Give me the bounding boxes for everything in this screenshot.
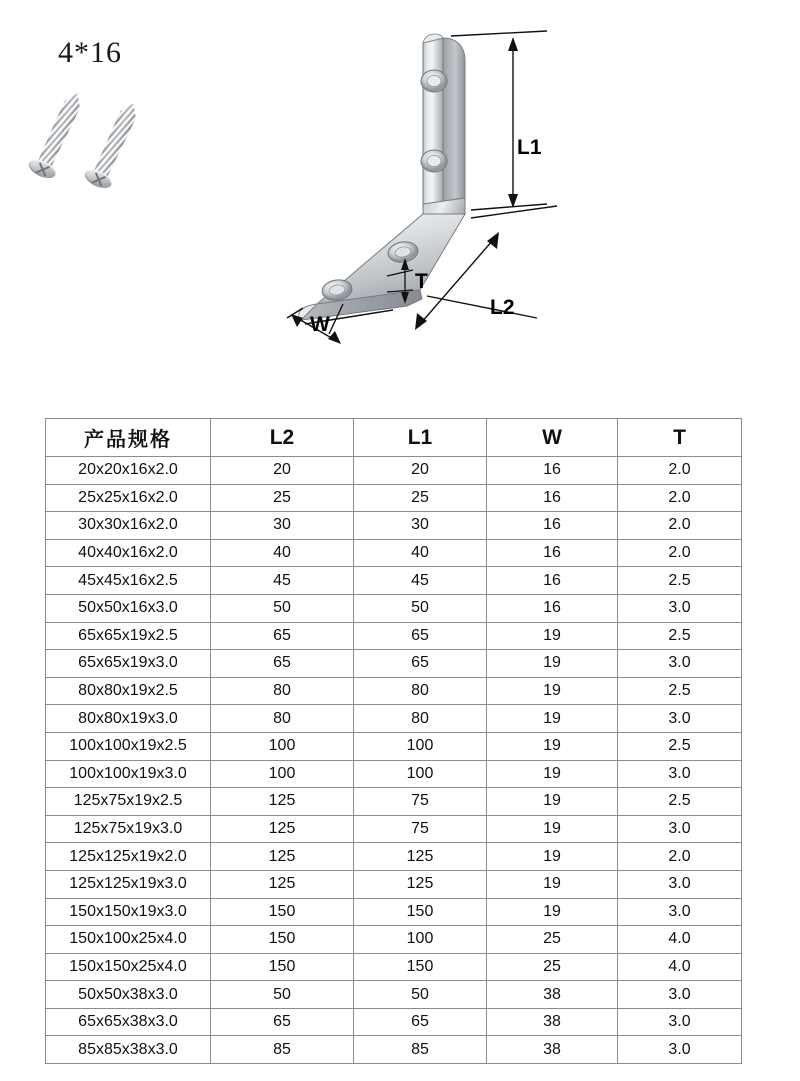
cell-spec: 125x125x19x3.0: [46, 870, 211, 898]
cell-spec: 80x80x19x2.5: [46, 677, 211, 705]
l2-arrow-upper: [487, 232, 499, 249]
cell-l1: 65: [354, 650, 487, 678]
cell-l2: 65: [211, 622, 354, 650]
table-row: [46, 512, 742, 540]
cell-spec: 125x75x19x3.0: [46, 815, 211, 843]
l-bracket-svg: [275, 18, 565, 348]
cell-w: 38: [487, 981, 618, 1009]
cell-t: 3.0: [618, 870, 742, 898]
table-row: [46, 650, 742, 678]
cell-w: 38: [487, 1036, 618, 1064]
table-row: [46, 760, 742, 788]
table-row: [46, 705, 742, 733]
cell-l2: 50: [211, 594, 354, 622]
cell-l1: 75: [354, 788, 487, 816]
cell-t: 3.0: [618, 705, 742, 733]
cell-w: 16: [487, 457, 618, 485]
cell-l1: 65: [354, 622, 487, 650]
l2-extension-upper: [471, 206, 557, 218]
cell-l1: 30: [354, 512, 487, 540]
section-divider: [55, 374, 755, 375]
cell-l2: 100: [211, 732, 354, 760]
cell-l1: 50: [354, 981, 487, 1009]
cell-l1: 125: [354, 843, 487, 871]
cell-l2: 65: [211, 650, 354, 678]
specification-table-container: [45, 418, 741, 1064]
cell-t: 2.0: [618, 512, 742, 540]
cell-spec: 150x150x25x4.0: [46, 953, 211, 981]
cell-spec: 100x100x19x2.5: [46, 732, 211, 760]
table-row: [46, 677, 742, 705]
cell-w: 19: [487, 815, 618, 843]
table-row: [46, 732, 742, 760]
l2-arrow-lower: [415, 313, 427, 330]
cell-t: 4.0: [618, 926, 742, 954]
cell-t: 3.0: [618, 760, 742, 788]
cell-w: 19: [487, 705, 618, 733]
cell-spec: 65x65x19x3.0: [46, 650, 211, 678]
cell-spec: 150x100x25x4.0: [46, 926, 211, 954]
table-row: [46, 1008, 742, 1036]
cell-l2: 100: [211, 760, 354, 788]
cell-spec: 50x50x38x3.0: [46, 981, 211, 1009]
cell-w: 19: [487, 843, 618, 871]
cell-w: 25: [487, 926, 618, 954]
cell-w: 16: [487, 594, 618, 622]
cell-spec: 45x45x16x2.5: [46, 567, 211, 595]
cell-spec: 125x125x19x2.0: [46, 843, 211, 871]
cell-w: 25: [487, 953, 618, 981]
cell-w: 19: [487, 760, 618, 788]
table-row: [46, 898, 742, 926]
dimension-label-l2: L2: [490, 296, 515, 319]
cell-spec: 100x100x19x3.0: [46, 760, 211, 788]
cell-l1: 125: [354, 870, 487, 898]
column-header-spec: 产品规格: [46, 419, 211, 457]
cell-t: 3.0: [618, 898, 742, 926]
cell-w: 19: [487, 650, 618, 678]
table-row: [46, 788, 742, 816]
table-header-row: [46, 419, 742, 457]
l1-extension-top: [451, 31, 547, 36]
column-header-l2: L2: [211, 419, 354, 457]
cell-l2: 25: [211, 484, 354, 512]
phillips-cross-icon: [94, 172, 102, 187]
cell-spec: 25x25x16x2.0: [46, 484, 211, 512]
cell-w: 19: [487, 622, 618, 650]
cell-spec: 150x150x19x3.0: [46, 898, 211, 926]
cell-t: 3.0: [618, 1008, 742, 1036]
table-row: [46, 843, 742, 871]
dimension-label-w: W: [310, 313, 330, 336]
cell-w: 16: [487, 567, 618, 595]
column-header-w: W: [487, 419, 618, 457]
cell-l2: 20: [211, 457, 354, 485]
cell-l1: 45: [354, 567, 487, 595]
cell-spec: 20x20x16x2.0: [46, 457, 211, 485]
cell-spec: 65x65x19x2.5: [46, 622, 211, 650]
screw-illustration-group: [28, 36, 178, 216]
cell-w: 16: [487, 539, 618, 567]
table-row: [46, 953, 742, 981]
cell-t: 2.0: [618, 484, 742, 512]
cell-w: 19: [487, 788, 618, 816]
table-row: [46, 567, 742, 595]
cell-t: 3.0: [618, 1036, 742, 1064]
column-header-t: T: [618, 419, 742, 457]
cell-t: 2.0: [618, 843, 742, 871]
cell-l2: 125: [211, 870, 354, 898]
table-row: [46, 594, 742, 622]
cell-l1: 40: [354, 539, 487, 567]
cell-l2: 150: [211, 953, 354, 981]
table-row: [46, 981, 742, 1009]
cell-spec: 80x80x19x3.0: [46, 705, 211, 733]
cell-l1: 100: [354, 926, 487, 954]
cell-l1: 65: [354, 1008, 487, 1036]
cell-t: 3.0: [618, 594, 742, 622]
cell-l2: 80: [211, 705, 354, 733]
cell-l2: 150: [211, 926, 354, 954]
cell-l2: 80: [211, 677, 354, 705]
cell-l2: 30: [211, 512, 354, 540]
cell-t: 2.0: [618, 539, 742, 567]
cell-w: 16: [487, 484, 618, 512]
dimension-label-t: T: [415, 270, 428, 293]
cell-t: 2.5: [618, 732, 742, 760]
table-row: [46, 539, 742, 567]
cell-spec: 50x50x16x3.0: [46, 594, 211, 622]
column-header-l1: L1: [354, 419, 487, 457]
screw-icon: [87, 99, 141, 190]
bracket-hole-vertical-upper-bore: [427, 75, 441, 86]
cell-l1: 50: [354, 594, 487, 622]
l-bracket-illustration: [275, 18, 565, 348]
specification-table: [45, 418, 742, 1064]
cell-spec: 40x40x16x2.0: [46, 539, 211, 567]
dimension-label-l1: L1: [517, 136, 542, 159]
screw-size-label: 4*16: [58, 36, 122, 69]
cell-l2: 40: [211, 539, 354, 567]
cell-l1: 75: [354, 815, 487, 843]
cell-w: 19: [487, 732, 618, 760]
cell-l1: 100: [354, 732, 487, 760]
l2-extension-lower: [427, 296, 537, 318]
cell-t: 2.0: [618, 457, 742, 485]
cell-l1: 150: [354, 898, 487, 926]
cell-t: 2.5: [618, 567, 742, 595]
screw-shank: [92, 100, 141, 180]
cell-l1: 100: [354, 760, 487, 788]
screw-shank: [36, 90, 85, 170]
cell-w: 16: [487, 512, 618, 540]
l1-arrow-top: [508, 37, 518, 51]
table-row: [46, 815, 742, 843]
cell-w: 19: [487, 677, 618, 705]
bracket-hole-vertical-lower-bore: [427, 155, 441, 166]
screw-icon: [31, 89, 85, 180]
cell-w: 38: [487, 1008, 618, 1036]
cell-l1: 85: [354, 1036, 487, 1064]
cell-l1: 25: [354, 484, 487, 512]
cell-t: 3.0: [618, 650, 742, 678]
table-row: [46, 1036, 742, 1064]
cell-spec: 125x75x19x2.5: [46, 788, 211, 816]
cell-w: 19: [487, 870, 618, 898]
cell-t: 2.5: [618, 622, 742, 650]
cell-spec: 30x30x16x2.0: [46, 512, 211, 540]
cell-spec: 65x65x38x3.0: [46, 1008, 211, 1036]
cell-l2: 65: [211, 1008, 354, 1036]
table-body: [46, 457, 742, 1064]
table-row: [46, 926, 742, 954]
phillips-cross-icon: [38, 162, 46, 177]
cell-l2: 125: [211, 843, 354, 871]
cell-t: 2.5: [618, 788, 742, 816]
cell-l2: 45: [211, 567, 354, 595]
product-diagram-panel: [0, 0, 800, 385]
cell-l2: 125: [211, 788, 354, 816]
cell-l2: 85: [211, 1036, 354, 1064]
table-row: [46, 870, 742, 898]
cell-t: 2.5: [618, 677, 742, 705]
cell-l1: 80: [354, 705, 487, 733]
cell-t: 3.0: [618, 815, 742, 843]
table-row: [46, 457, 742, 485]
cell-t: 3.0: [618, 981, 742, 1009]
cell-t: 4.0: [618, 953, 742, 981]
table-row: [46, 484, 742, 512]
cell-l2: 125: [211, 815, 354, 843]
cell-l1: 80: [354, 677, 487, 705]
cell-w: 19: [487, 898, 618, 926]
cell-l1: 20: [354, 457, 487, 485]
cell-spec: 85x85x38x3.0: [46, 1036, 211, 1064]
cell-l1: 150: [354, 953, 487, 981]
cell-l2: 150: [211, 898, 354, 926]
cell-l2: 50: [211, 981, 354, 1009]
table-row: [46, 622, 742, 650]
